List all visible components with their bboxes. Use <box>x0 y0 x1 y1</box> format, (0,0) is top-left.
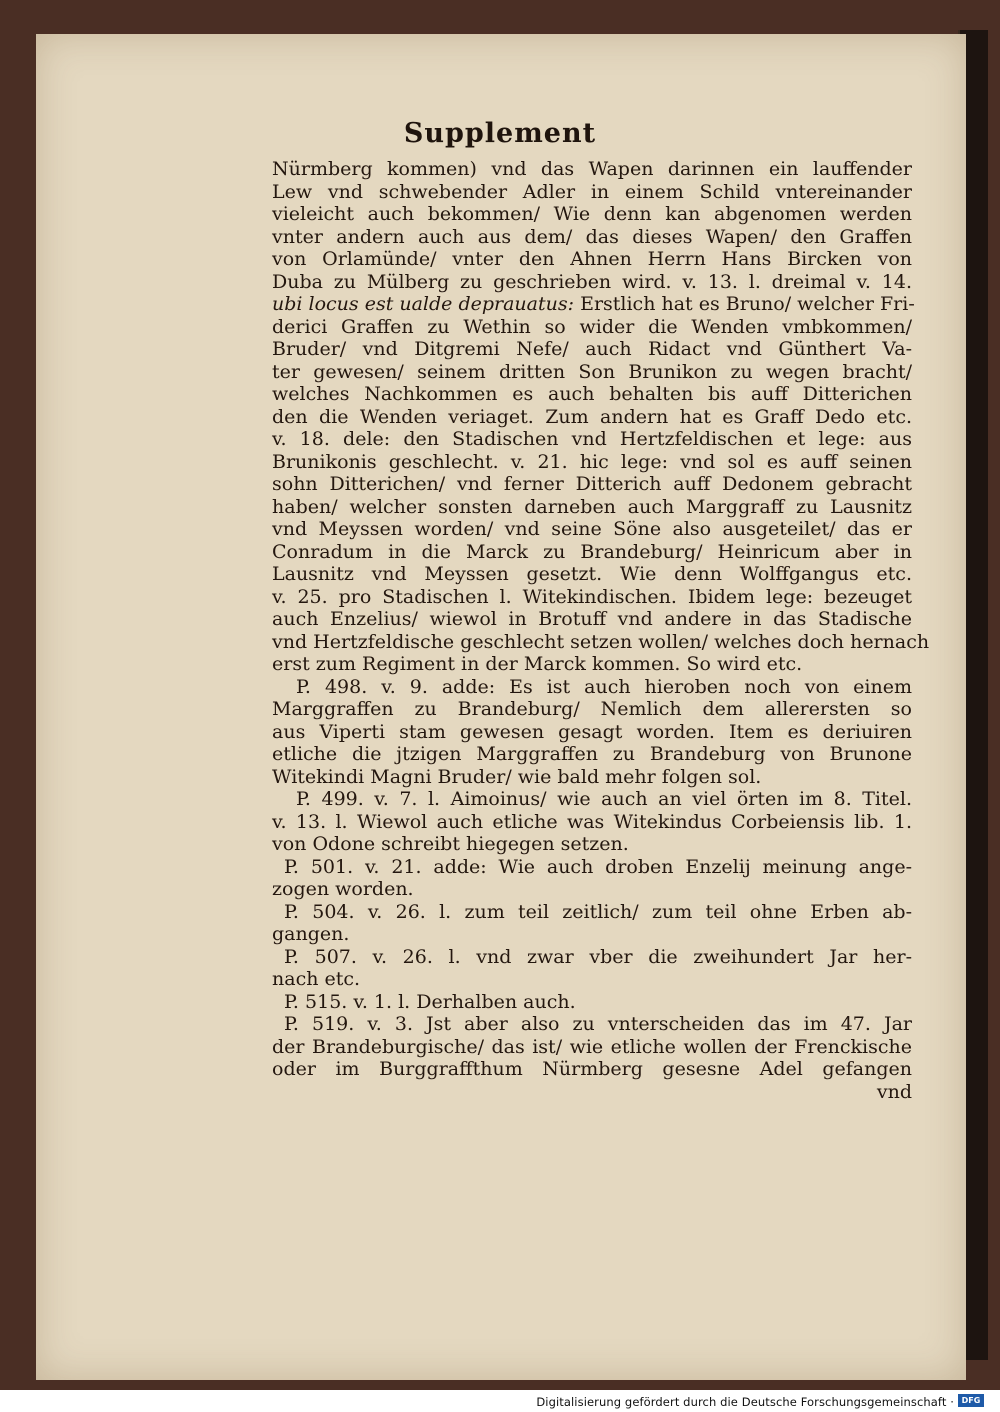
text-line: sohn Ditterichen/ vnd ferner Ditterich auff Dedonem gebracht <box>272 473 912 495</box>
text-line: P. 499. v. 7. l. Aimoinus/ wie auch an viel örten im 8. Titel. <box>296 788 912 810</box>
text-line: Nürmberg kommen) vnd das Wapen darinnen ein lauffender <box>272 158 912 180</box>
text-line: haben/ welcher sonsten darneben auch Marggraff zu Lausnitz <box>272 495 912 518</box>
text-line: vieleicht auch bekommen/ Wie denn kan abgenomen werden <box>272 203 912 225</box>
catchword: vnd <box>876 1080 912 1103</box>
text-line: derici Graffen zu Wethin so wider die Wenden vmbkommen/ <box>272 315 912 338</box>
text-line: auch Enzelius/ wiewol in Brotuff vnd andere in das Stadische <box>272 608 912 630</box>
text-line: Lew vnd schwebender Adler in einem Schild vntereinander <box>272 180 912 203</box>
text-line: v. 25. pro Stadischen l. Witekindischen. Ibidem lege: bezeuget <box>272 585 912 608</box>
text-line: Witekindi Magni Bruder/ wie bald mehr folgen sol. <box>272 765 762 788</box>
page-heading: Supplement <box>403 118 597 149</box>
text-line: P. 504. v. 26. l. zum teil zeitlich/ zum teil ohne Erben ab- <box>284 900 912 923</box>
text-line: P. 519. v. 3. Jst aber also zu vnterscheiden das im 47. Jar <box>284 1013 912 1035</box>
text-line: P. 507. v. 26. l. vnd zwar vber die zweihundert Jar her- <box>284 945 912 968</box>
text-line: P. 501. v. 21. adde: Wie auch droben Enzelij meinung ange- <box>284 855 912 878</box>
text-line: nach etc. <box>272 968 361 990</box>
text-line: etliche die jtzigen Marggraffen zu Brandeburg von Brunone <box>272 743 912 765</box>
funding-credit: Digitalisierung gefördert durch die Deutsche Forschungsgemeinschaft · <box>536 1395 954 1409</box>
dfg-logo-icon: DFG <box>958 1394 984 1407</box>
text-line: P. 515. v. 1. l. Derhalben auch. <box>284 990 576 1013</box>
text-line: zogen worden. <box>272 878 414 900</box>
text-line: ter gewesen/ seinem dritten Son Brunikon zu wegen bracht/ <box>272 360 912 383</box>
text-line: der Brandeburgische/ das ist/ wie etliche wollen der Frenckische <box>272 1035 912 1058</box>
text-line: vnd Meyssen worden/ vnd seine Söne also ausgeteilet/ das er <box>272 518 912 540</box>
text-line: aus Viperti stam gewesen gesagt worden. Item es deriuiren <box>272 720 912 743</box>
text-line: v. 13. l. Wiewol auch etliche was Witekindus Corbeiensis lib. 1. <box>272 810 912 833</box>
text-line: ubi locus est ualde deprauatus: Erstlich hat es Bruno/ welcher Fri- <box>272 293 915 315</box>
text-line: vnter andern auch aus dem/ das dieses Wapen/ den Graffen <box>272 225 912 248</box>
text-line: v. 18. dele: den Stadischen vnd Hertzfeldischen et lege: aus <box>272 428 912 450</box>
text-line: P. 498. v. 9. adde: Es ist auch hieroben noch von einem <box>296 675 912 698</box>
text-line: welches Nachkommen es auch behalten bis auff Ditterichen <box>272 383 912 405</box>
text-line: Marggraffen zu Brandeburg/ Nemlich dem allerersten so <box>272 698 912 720</box>
text-line: Bruder/ vnd Ditgremi Nefe/ auch Ridact vnd Günthert Va- <box>272 338 912 360</box>
text-line: gangen. <box>272 923 350 945</box>
body-text <box>272 158 930 1103</box>
text-line: von Orlamünde/ vnter den Ahnen Herrn Hans Bircken von <box>272 248 912 270</box>
text-line: oder im Burggraffthum Nürmberg gesesne Adel gefangen <box>272 1058 912 1080</box>
text-line: vnd Hertzfeldische geschlecht setzen wollen/ welches doch hernach <box>272 630 930 653</box>
text-line: Lausnitz vnd Meyssen gesetzt. Wie denn Wolffgangus etc. <box>272 563 912 585</box>
text-line: Brunikonis geschlecht. v. 21. hic lege: vnd sol es auff seinen <box>272 450 912 473</box>
text-line: Duba zu Mülberg zu geschrieben wird. v. 13. l. dreimal v. 14. <box>272 270 912 293</box>
text-line: den die Wenden veriaget. Zum andern hat es Graff Dedo etc. <box>272 405 912 428</box>
text-line: erst zum Regiment in der Marck kommen. So wird etc. <box>272 653 803 675</box>
text-line: Conradum in die Marck zu Brandeburg/ Heinricum aber in <box>272 540 912 563</box>
text-line: von Odone schreibt hiegegen setzen. <box>272 833 629 855</box>
